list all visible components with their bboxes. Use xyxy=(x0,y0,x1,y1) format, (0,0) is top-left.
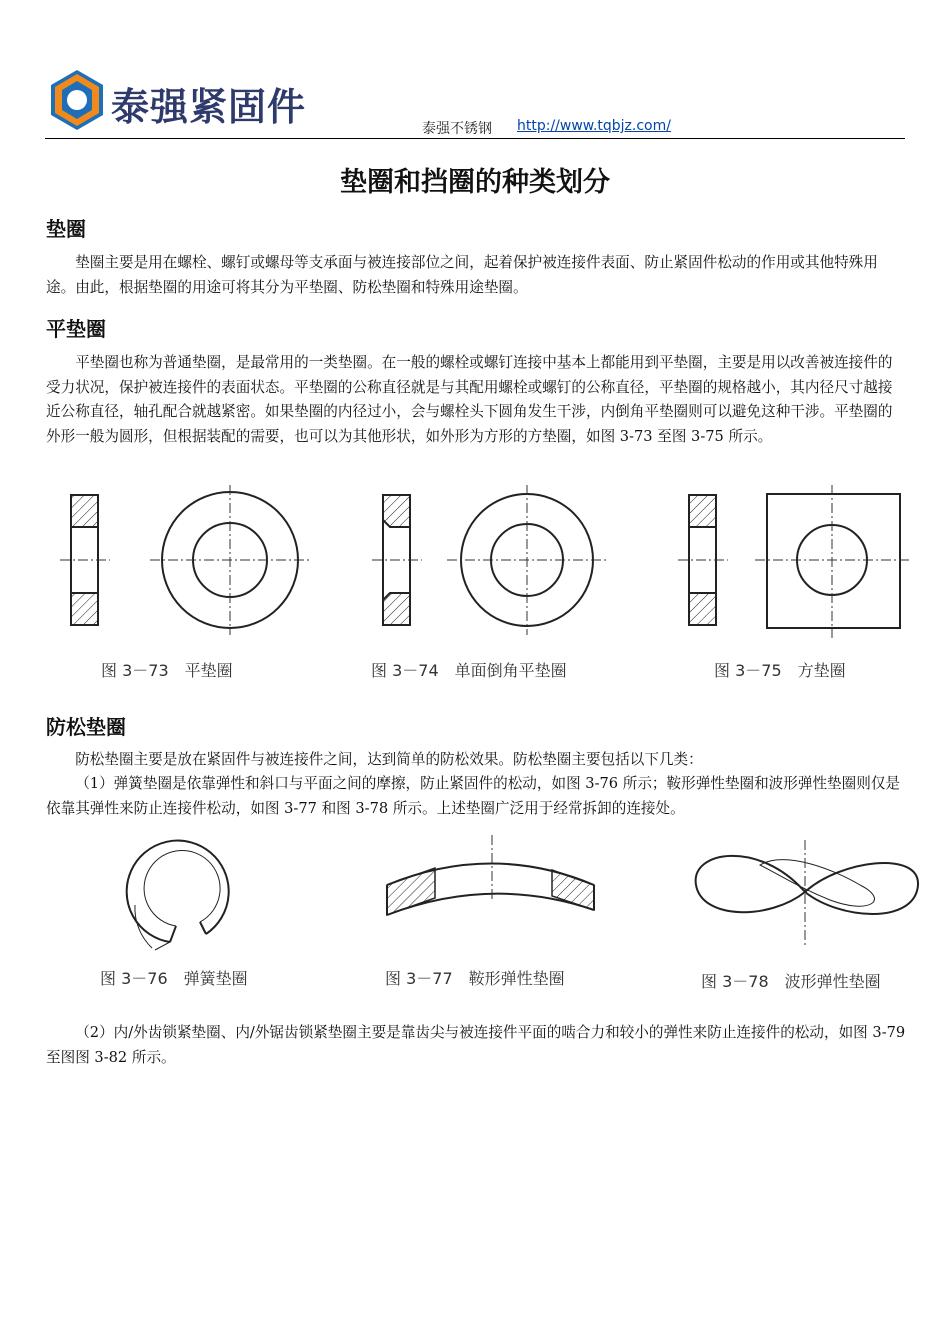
logo-text: 泰强紧固件 xyxy=(111,85,307,129)
site-url-link[interactable]: http://www.tqbjz.com/ xyxy=(517,118,671,134)
fig-3-78-drawing xyxy=(696,840,918,945)
caption-fig-3-75: 图 3－75 方垫圈 xyxy=(714,661,846,680)
heading-flat-washer: 平垫圈 xyxy=(46,317,106,341)
caption-fig-3-73: 图 3－73 平垫圈 xyxy=(101,661,233,680)
company-logo xyxy=(47,68,307,132)
paragraph-washer: 垫圈主要是用在螺栓、螺钉或螺母等支承面与被连接部位之间，起着保护被连接件表面、防止紧固件松动的作用或其他特殊用途。由此，根据垫圈的用途可将其分为平垫圈、防松垫圈和特殊用途垫圈。 xyxy=(46,254,878,296)
caption-fig-3-74: 图 3－74 单面倒角平垫圈 xyxy=(371,661,567,680)
page-title: 垫圈和挡圈的种类划分 xyxy=(340,167,610,198)
caption-fig-3-78: 图 3－78 波形弹性垫圈 xyxy=(701,972,881,991)
paragraph-lock-washer-intro: 防松垫圈主要是放在紧固件与被连接件之间，达到简单的防松效果。防松垫圈主要包括以下几类： xyxy=(75,751,703,768)
figure-row-flat-washers xyxy=(0,480,950,690)
paragraph-lock-washer-2: （2）内/外齿锁紧垫圈、内/外锯齿锁紧垫圈主要是靠齿尖与被连接件平面的啮合力和较小的弹性来防止连接件的松动，如图 3-79 至图图 3-82 所示。 xyxy=(46,1024,906,1066)
fig-3-73-drawing xyxy=(60,485,310,635)
figure-row-lock-washers xyxy=(0,830,950,1000)
fig-3-75-drawing xyxy=(678,485,910,638)
fig-3-74-drawing xyxy=(372,485,607,635)
hex-bolt-logo-icon xyxy=(47,68,107,132)
caption-fig-3-76: 图 3－76 弹簧垫圈 xyxy=(100,969,248,988)
heading-lock-washer: 防松垫圈 xyxy=(46,715,126,739)
paragraph-flat-washer: 平垫圈也称为普通垫圈，是最常用的一类垫圈。在一般的螺栓或螺钉连接中基本上都能用到平垫圈，主要是用以改善被连接件的受力状况，保护被连接件的表面状态。平垫圈的公称直径就是与其配用螺栓或螺钉的公称直径，平垫圈的规格越小，其内径尺寸越接近公称直径，轴孔配合就越紧密。如果垫圈的内径过小，会与螺栓头下圆角发生干涉，内倒角平垫圈则可以避免这种干涉。平垫圈的外形一般为圆形，但根据装配的需要，也可以为其他形状，如外形为方形的方垫圈，如图 3-73 至图 3-75 所示。 xyxy=(46,354,893,445)
site-name: 泰强不锈钢 xyxy=(422,121,492,137)
fig-3-77-drawing xyxy=(387,835,594,915)
heading-washer: 垫圈 xyxy=(46,217,86,241)
header-divider xyxy=(45,138,905,139)
paragraph-lock-washer-1: （1）弹簧垫圈是依靠弹性和斜口与平面之间的摩擦，防止紧固件的松动，如图 3-76 所示；鞍形弹性垫圈和波形弹性垫圈则仅是依靠其弹性来防止连接件松动，如图 3-77 和图 3-78 所示。上述垫圈广泛用于经常拆卸的连接处。 xyxy=(46,775,901,817)
caption-fig-3-77: 图 3－77 鞍形弹性垫圈 xyxy=(385,969,565,988)
fig-3-76-drawing xyxy=(127,841,229,950)
